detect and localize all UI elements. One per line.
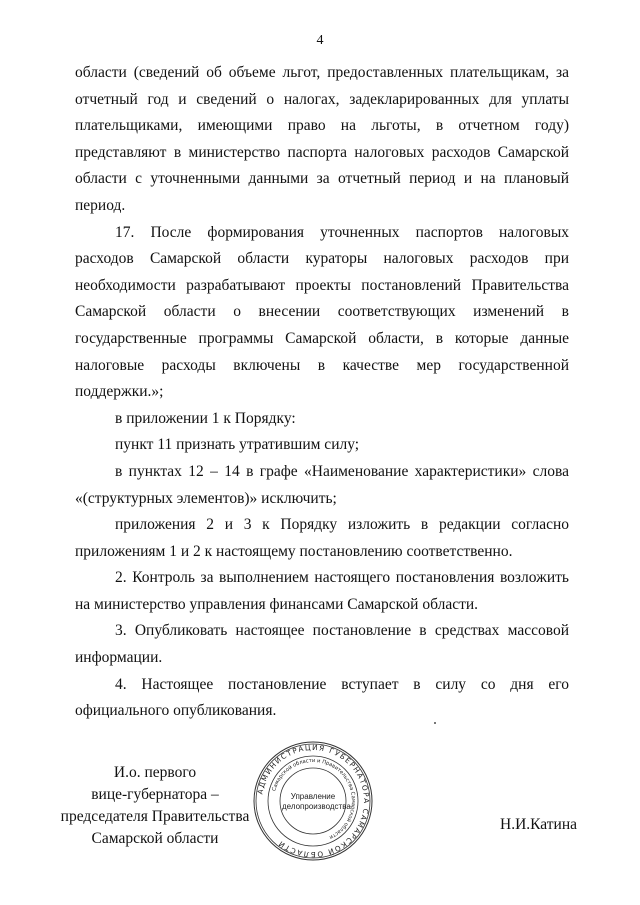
seal-outer-text: АДМИНИСТРАЦИЯ ГУБЕРНАТОРА САМАРСКОЙ ОБЛАСТИ <box>255 742 372 860</box>
paragraph-effective: 4. Настоящее постановление вступает в силу со дня его официального опубликования. <box>75 675 569 720</box>
signatory-title <box>60 762 250 850</box>
signatory-name: Н.И.Катина <box>500 816 577 833</box>
document-body <box>75 60 569 725</box>
paragraph-17: 17. После формирования уточненных паспортов налоговых расходов Самарской области кураторы налоговых расходов при необходимости разрабатывают проекты постановлений Правительства Самарской области о внесении соответствующих изменений в государственные программы Самарской области, в которые данные налоговые расходы включены в качестве мер государственной поддержки.»; <box>75 223 569 401</box>
paragraph-items-12-14: в пунктах 12 – 14 в графе «Наименование характеристики» слова «(структурных элементов)» исключить; <box>75 462 569 507</box>
paragraph-publish: 3. Опубликовать настоящее постановление в средствах массовой информации. <box>75 622 569 667</box>
official-seal <box>252 740 374 862</box>
signatory-title-line: Самарской области <box>91 830 219 847</box>
paragraph-control: 2. Контроль за выполнением настоящего постановления возложить на министерство управления финансами Самарской области. <box>75 569 569 613</box>
paragraph-continuation: области (сведений об объеме льгот, предоставленных плательщикам, за отчетный год и сведений о налогах, задекларированных для уплаты плательщиками, имеющими право на льготы, в отчетном году) представляют в министерство паспорта налоговых расходов Самарской области с уточненными данными за отчетный период и на плановый период. <box>75 64 569 214</box>
paragraph-appendices-2-3: приложения 2 и 3 к Порядку изложить в редакции согласно приложениям 1 и 2 к настоящему постановлению соответственно. <box>75 516 569 560</box>
paragraph-item-11: пункт 11 признать утратившим силу; <box>115 436 360 454</box>
page-number: 4 <box>316 33 324 48</box>
seal-center-line: Управление <box>290 792 336 801</box>
scan-artifact <box>434 722 436 724</box>
signatory-title-line: председателя Правительства <box>60 808 250 825</box>
paragraph-appendix-1: в приложении 1 к Порядку: <box>115 409 296 427</box>
signatory-title-line: вице-губернатора – <box>91 786 219 803</box>
seal-center-text <box>282 792 351 812</box>
signatory-title-line: И.о. первого <box>113 764 197 781</box>
seal-center-line: делопроизводства <box>282 802 351 811</box>
seal-inner-text: Самарской области и Правительства Самарской области <box>271 757 357 841</box>
